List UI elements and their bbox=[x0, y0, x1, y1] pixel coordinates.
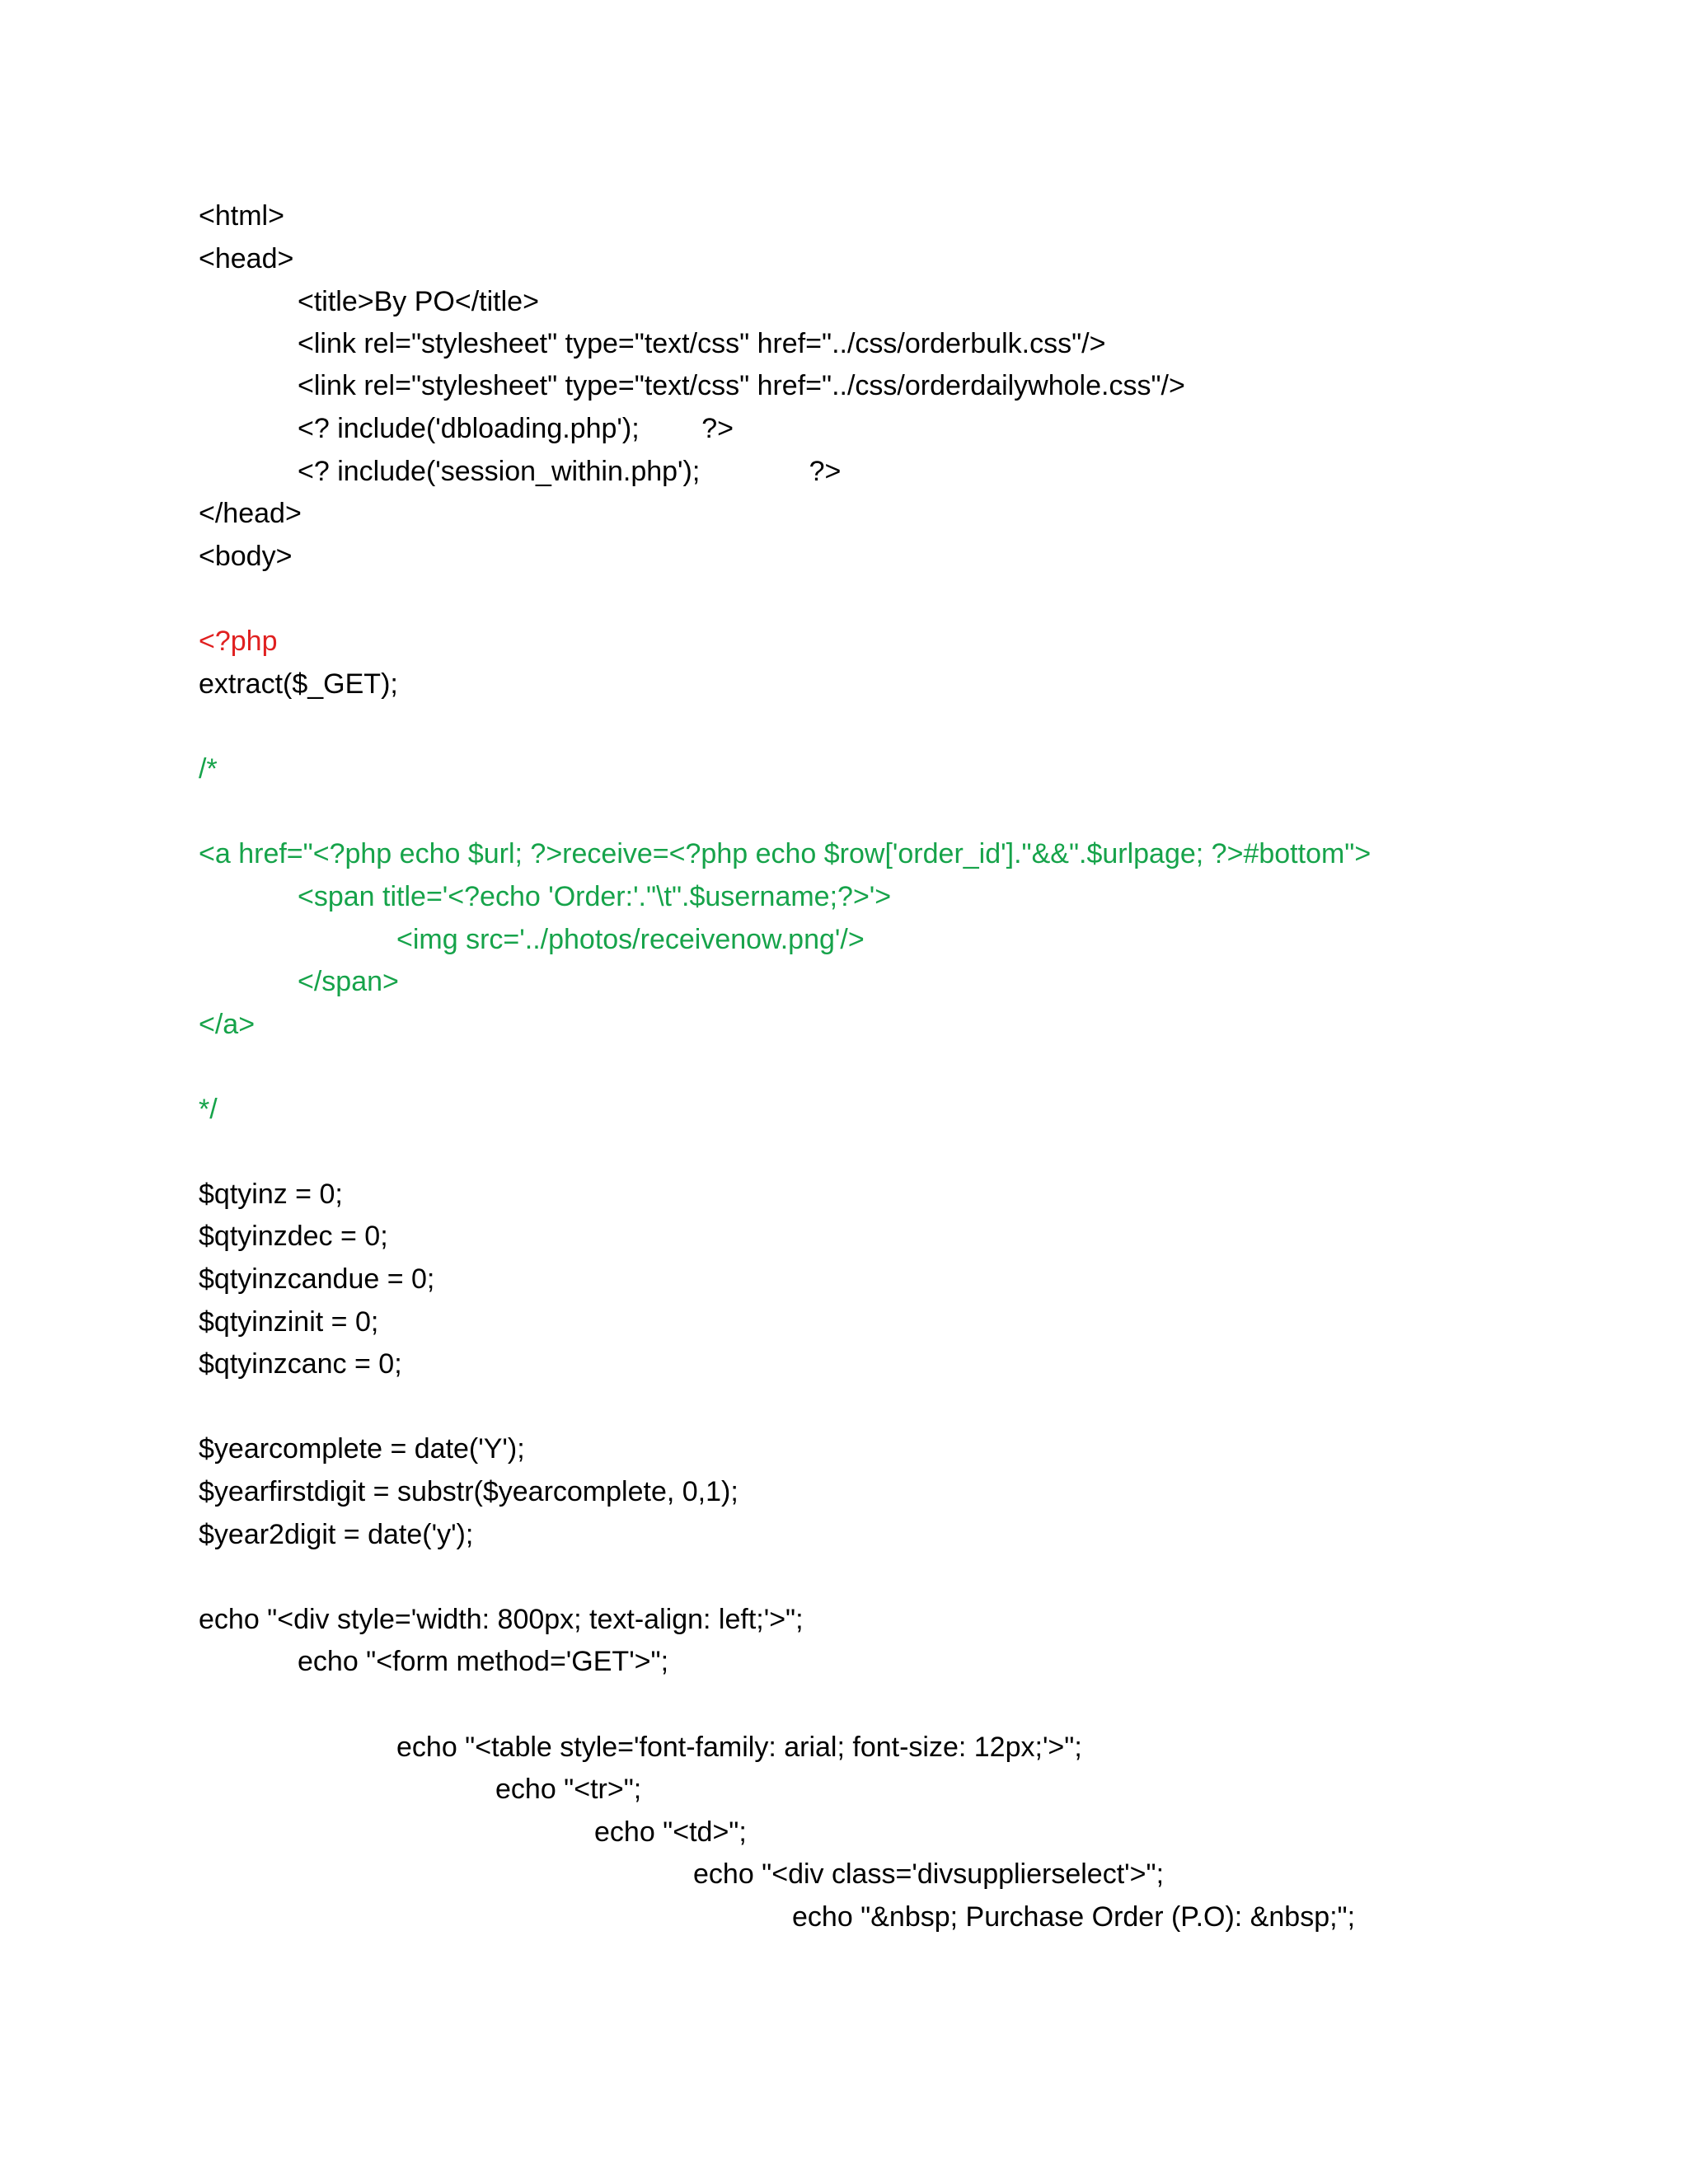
code-line: <title>By PO</title> bbox=[298, 286, 539, 317]
code-line: <html> bbox=[199, 200, 284, 232]
code-line: </span> bbox=[298, 966, 399, 997]
code-line: <span title='<?echo 'Order:'."\t".$username;?>'> bbox=[298, 881, 892, 912]
code-line: echo "<table style='font-family: arial; font-size: 12px;'>"; bbox=[396, 1732, 1082, 1763]
code-line: $qtyinzcandue = 0; bbox=[199, 1263, 435, 1295]
code-line: $qtyinzinit = 0; bbox=[199, 1306, 379, 1338]
code-line: $qtyinzdec = 0; bbox=[199, 1221, 388, 1252]
code-line: */ bbox=[199, 1094, 218, 1125]
code-line: <?php bbox=[199, 626, 278, 657]
code-line: <link rel="stylesheet" type="text/css" href="../css/orderdailywhole.css"/> bbox=[298, 370, 1185, 401]
code-line: echo "<td>"; bbox=[594, 1816, 747, 1848]
code-line: <head> bbox=[199, 243, 294, 274]
code-line: <? include('session_within.php'); ?> bbox=[298, 456, 842, 487]
code-line: echo "<div class='divsupplierselect'>"; bbox=[693, 1858, 1165, 1890]
code-line: $qtyinzcanc = 0; bbox=[199, 1348, 402, 1380]
code-line: <link rel="stylesheet" type="text/css" href="../css/orderbulk.css"/> bbox=[298, 328, 1106, 359]
code-line: extract($_GET); bbox=[199, 668, 398, 700]
code-line: /* bbox=[199, 753, 218, 785]
code-line: <body> bbox=[199, 541, 293, 572]
code-line: echo "<form method='GET'>"; bbox=[298, 1646, 669, 1677]
code-line: echo "&nbsp; Purchase Order (P.O): &nbsp;"; bbox=[792, 1901, 1356, 1933]
code-line: $yearfirstdigit = substr($yearcomplete, 0,1); bbox=[199, 1476, 738, 1507]
code-line: <img src='../photos/receivenow.png'/> bbox=[396, 924, 865, 955]
code-line: $yearcomplete = date('Y'); bbox=[199, 1433, 525, 1465]
code-line: <? include('dbloading.php'); ?> bbox=[298, 413, 734, 444]
code-line: </head> bbox=[199, 498, 302, 529]
code-line: echo "<div style='width: 800px; text-align: left;'>"; bbox=[199, 1604, 804, 1635]
code-line: $qtyinz = 0; bbox=[199, 1179, 343, 1210]
code-line: echo "<tr>"; bbox=[495, 1774, 642, 1805]
code-line: $year2digit = date('y'); bbox=[199, 1519, 474, 1550]
code-line: </a> bbox=[199, 1009, 256, 1040]
code-line: <a href="<?php echo $url; ?>receive=<?php echo $row['order_id']."&&".$urlpage; ?>#bottom"> bbox=[199, 838, 1372, 869]
